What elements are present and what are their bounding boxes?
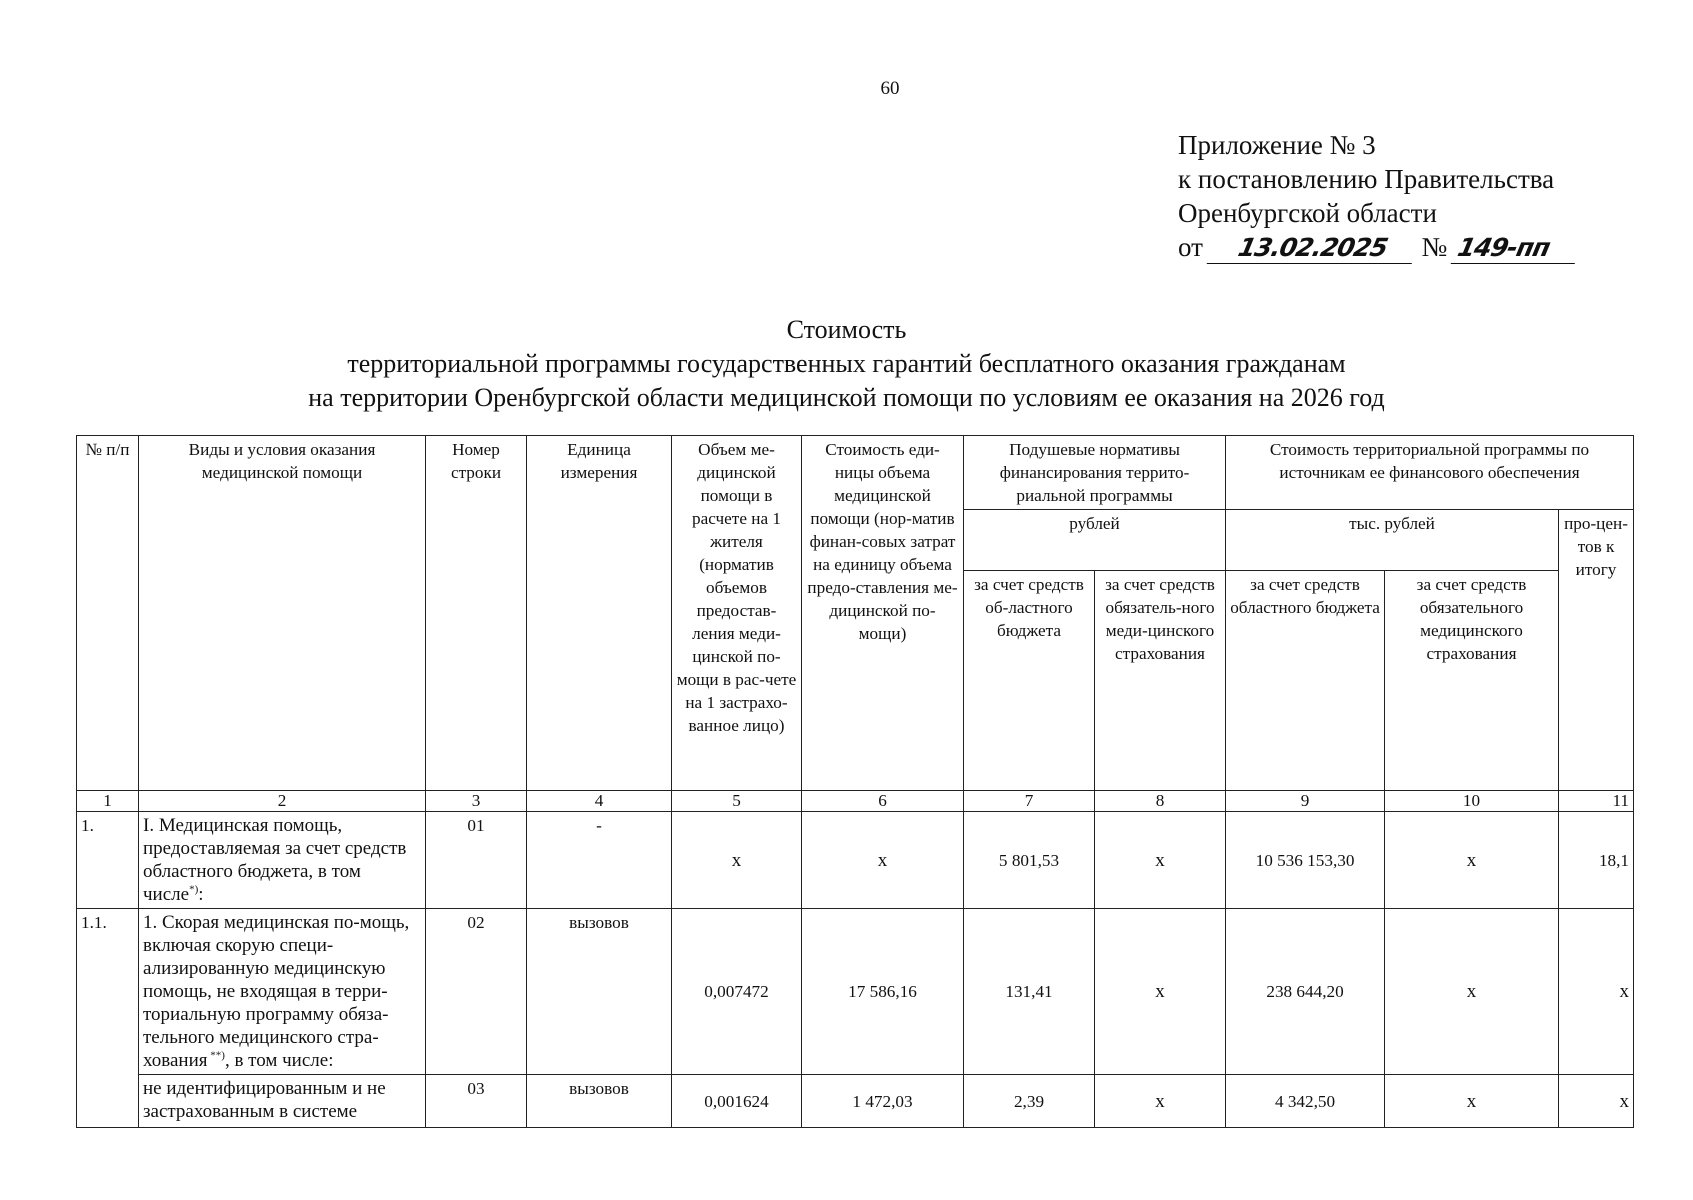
title-line-1: Стоимость (786, 315, 907, 344)
header-program-cost: Стоимость территориальной программы по источникам ее финансового обеспечения (1226, 436, 1634, 510)
row-volume: x (672, 812, 802, 909)
header-oms-rub: за счет средств обязатель-ного меди-цинского страхования (1095, 571, 1226, 791)
number-label: № (1421, 232, 1448, 262)
row-name: 1. Скорая медицинская по-мощь, включая скорую специ-ализированную медицинскую помощь, не входящая в терри-ториальную программу обяза-тельного медицинского стра-хования **), в том числе: (139, 909, 426, 1075)
row-number: 02 (426, 909, 527, 1075)
row-cost-oms: x (1385, 812, 1559, 909)
row-cost-budget: 4 342,50 (1226, 1075, 1385, 1128)
row-cost-oms: x (1385, 909, 1559, 1075)
row-cost-budget: 238 644,20 (1226, 909, 1385, 1075)
header-row-1 (77, 436, 1634, 510)
header-rubles: рублей (964, 510, 1226, 571)
row-unit-cost: 17 586,16 (802, 909, 964, 1075)
column-number: 7 (964, 791, 1095, 812)
header-per-capita: Подушевые нормативы финансирования террито-риальной программы (964, 436, 1226, 510)
cost-table (76, 435, 1634, 1128)
column-number: 3 (426, 791, 527, 812)
header-row-number: Номер строки (426, 436, 527, 791)
row-name: не идентифицированным и не застрахованным в системе (139, 1075, 426, 1128)
appendix-line-1: Приложение № 3 (1178, 130, 1376, 160)
header-oms-th: за счет средств обязательного медицинского страхования (1385, 571, 1559, 791)
row-no: 1. (77, 812, 139, 909)
column-number: 4 (527, 791, 672, 812)
table-row (77, 909, 1634, 1075)
column-number: 8 (1095, 791, 1226, 812)
header-types: Виды и условия оказания медицинской помощи (139, 436, 426, 791)
row-volume: 0,007472 (672, 909, 802, 1075)
row-cost-oms: x (1385, 1075, 1559, 1128)
row-unit: вызовов (527, 909, 672, 1075)
header-regional-budget-th: за счет средств областного бюджета (1226, 571, 1385, 791)
header-thousand-rubles: тыс. рублей (1226, 510, 1559, 571)
column-number: 6 (802, 791, 964, 812)
footnote-mark: **) (207, 1049, 225, 1062)
title-line-2: территориальной программы государственных гарантий бесплатного оказания гражданам (347, 349, 1346, 378)
row-unit-cost: 1 472,03 (802, 1075, 964, 1128)
row-per-capita-budget: 2,39 (964, 1075, 1095, 1128)
row-unit-cost: x (802, 812, 964, 909)
row-percent: x (1559, 1075, 1634, 1128)
column-number: 9 (1226, 791, 1385, 812)
row-percent: x (1559, 909, 1634, 1075)
column-numbers-row (77, 791, 1634, 812)
title-line-3: на территории Оренбургской области медицинской помощи по условиям ее оказания на 2026 год (308, 383, 1385, 412)
row-name: I. Медицинская помощь, предоставляемая за счет средств областного бюджета, в том числе*): (139, 812, 426, 909)
appendix-block (1178, 128, 1578, 264)
table-row (77, 1075, 1634, 1128)
document-title (0, 313, 1693, 415)
row-per-capita-budget: 5 801,53 (964, 812, 1095, 909)
column-number: 11 (1559, 791, 1634, 812)
row-number: 01 (426, 812, 527, 909)
footnote-mark: *) (189, 883, 199, 896)
page-number: 60 (880, 78, 900, 99)
header-volume: Объем ме-дицинской помощи в расчете на 1 жителя (норматив объемов предостав-ления меди-цинской по-мощи в рас-чете на 1 застрахо-ванное лицо) (672, 436, 802, 791)
row-cost-budget: 10 536 153,30 (1226, 812, 1385, 909)
appendix-line-3: Оренбургской области (1178, 198, 1437, 228)
table-row (77, 812, 1634, 909)
row-per-capita-budget: 131,41 (964, 909, 1095, 1075)
row-unit: - (527, 812, 672, 909)
header-unit-cost: Стоимость еди-ницы объема медицинской помощи (нор-матив финан-совых затрат на единицу объема предо-ставления ме-дицинской по-мощи) (802, 436, 964, 791)
appendix-line-2: к постановлению Правительства (1178, 164, 1555, 194)
column-number: 10 (1385, 791, 1559, 812)
column-number: 2 (139, 791, 426, 812)
handwritten-date: 13.02.2025 (1206, 233, 1418, 264)
row-per-capita-oms: x (1095, 1075, 1226, 1128)
handwritten-number: 149-пп (1451, 233, 1582, 264)
appendix-date-line (1178, 230, 1578, 264)
header-percent: про-цен-тов к итогу (1559, 510, 1634, 791)
row-unit: вызовов (527, 1075, 672, 1128)
row-no: 1.1. (77, 909, 139, 1128)
from-label: от (1178, 232, 1203, 262)
column-number: 5 (672, 791, 802, 812)
header-no: № п/п (77, 436, 139, 791)
row-percent: 18,1 (1559, 812, 1634, 909)
row-per-capita-oms: x (1095, 812, 1226, 909)
row-number: 03 (426, 1075, 527, 1128)
column-number: 1 (77, 791, 139, 812)
header-unit: Единица измерения (527, 436, 672, 791)
row-volume: 0,001624 (672, 1075, 802, 1128)
row-per-capita-oms: x (1095, 909, 1226, 1075)
header-regional-budget-rub: за счет средств об-ластного бюджета (964, 571, 1095, 791)
